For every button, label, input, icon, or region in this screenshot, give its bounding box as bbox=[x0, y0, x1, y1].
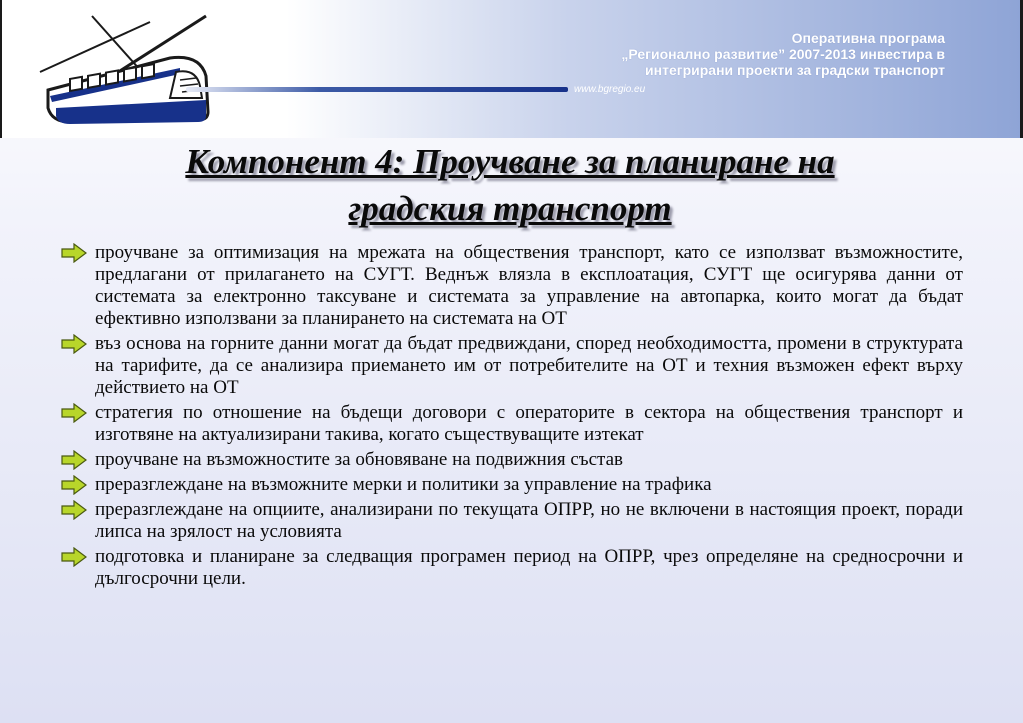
arrow-right-icon bbox=[60, 547, 88, 567]
program-line: интегрирани проекти за градски транспорт bbox=[645, 62, 945, 78]
website-link[interactable]: www.bgregio.eu bbox=[574, 84, 646, 95]
bullet-list bbox=[60, 242, 963, 593]
bullet-text: проучване за оптимизация на мрежата на обществения транспорт, като се използват възможностите, предлагани от прилагането на СУГТ. Веднъж влязла в експлоатация, СУГТ ще осигурява данни от системата за електронно таксуване и системата за управление на автопарка, които могат да бъдат ефективно използвани за планирането на системата на ОТ bbox=[95, 242, 963, 329]
program-statement bbox=[621, 30, 945, 78]
arrow-right-icon bbox=[60, 243, 88, 263]
slide-header bbox=[0, 0, 1023, 138]
header-divider bbox=[186, 87, 568, 92]
bullet-item bbox=[60, 333, 963, 399]
arrow-right-icon bbox=[60, 500, 88, 520]
bullet-text: преразглеждане на опциите, анализирани по текущата ОПРР, но не включени в настоящия проект, поради липса на зрялост на условията bbox=[95, 499, 963, 542]
bullet-item bbox=[60, 499, 963, 543]
bullet-text: въз основа на горните данни могат да бъдат предвиждани, според необходимостта, промени в структурата на тарифите, да се анализира приемането им от потребителите на ОТ и техния възможен ефект върху действието на ОТ bbox=[95, 333, 963, 398]
slide-title-line: Компонент 4: Проучване за планиране на bbox=[185, 142, 835, 181]
slide-title bbox=[60, 138, 960, 232]
bullet-item bbox=[60, 546, 963, 590]
bullet-item bbox=[60, 402, 963, 446]
header-left-rule bbox=[0, 0, 2, 138]
arrow-right-icon bbox=[60, 334, 88, 354]
bullet-text: подготовка и планиране за следващия програмен период на ОПРР, чрез определяне на средносрочни и дългосрочни цели. bbox=[95, 546, 963, 589]
program-line: „Регионално развитие” 2007-2013 инвестира в bbox=[621, 46, 945, 62]
program-line: Оперативна програма bbox=[791, 30, 945, 46]
tram-icon bbox=[30, 12, 210, 132]
bullet-item bbox=[60, 242, 963, 330]
bullet-text: стратегия по отношение на бъдещи договори с операторите в сектора на обществения транспорт и изготвяне на актуализирани такива, когато съществуващите изтекат bbox=[95, 402, 963, 445]
bullet-text: преразглеждане на възможните мерки и политики за управление на трафика bbox=[95, 474, 712, 495]
bullet-item bbox=[60, 449, 963, 471]
bullet-item bbox=[60, 474, 963, 496]
arrow-right-icon bbox=[60, 450, 88, 470]
arrow-right-icon bbox=[60, 475, 88, 495]
arrow-right-icon bbox=[60, 403, 88, 423]
slide-title-line: градския транспорт bbox=[348, 189, 672, 228]
bullet-text: проучване на възможностите за обновяване на подвижния състав bbox=[95, 449, 623, 470]
